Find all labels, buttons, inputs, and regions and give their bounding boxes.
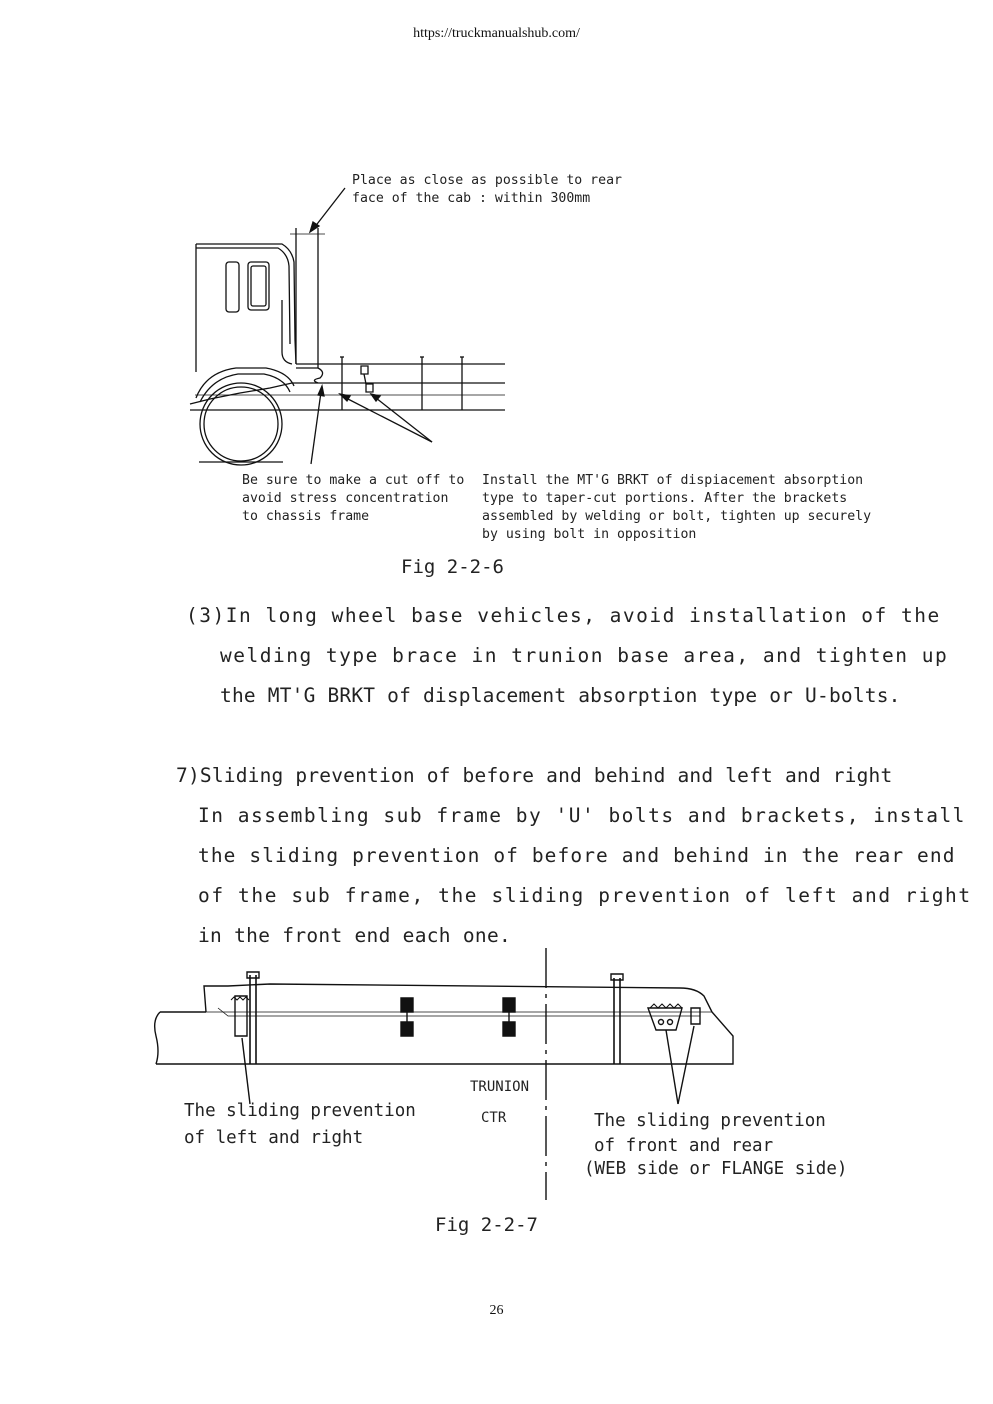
label-left-right-prevention bbox=[184, 1098, 416, 1152]
fig-2-2-6-caption: Fig 2-2-6 bbox=[401, 556, 504, 578]
section7-line: the sliding prevention of before and behind in the rear end bbox=[198, 844, 956, 867]
note-cab-distance-line: Place as close as possible to rear bbox=[352, 173, 622, 188]
main-frame bbox=[155, 1012, 733, 1064]
page-number: 26 bbox=[489, 1303, 504, 1318]
label-front-rear-line: of front and rear bbox=[594, 1136, 774, 1156]
note-cut-off-line: to chassis frame bbox=[242, 509, 370, 524]
note-cut-off-line: Be sure to make a cut off to bbox=[242, 473, 465, 488]
note-install-bracket-line: assembled by welding or bolt, tighten up securely bbox=[482, 509, 872, 524]
label-ctr: CTR bbox=[481, 1110, 507, 1126]
section7-heading: 7)Sliding prevention of before and behind and left and right bbox=[176, 764, 893, 787]
label-left-right-line: The sliding prevention bbox=[184, 1101, 416, 1121]
label-front-rear-line: The sliding prevention bbox=[594, 1111, 826, 1131]
label-front-rear-prevention bbox=[584, 1108, 848, 1181]
label-front-rear-line: (WEB side or FLANGE side) bbox=[584, 1159, 848, 1179]
label-left-right-line: of left and right bbox=[184, 1128, 364, 1148]
para3-line: (3)In long wheel base vehicles, avoid installation of the bbox=[186, 604, 941, 627]
note-install-bracket-line: by using bolt in opposition bbox=[482, 527, 697, 542]
label-trunion: TRUNION bbox=[470, 1079, 530, 1095]
rear-sliding-prevention bbox=[648, 1004, 700, 1030]
section7-line: in the front end each one. bbox=[198, 924, 512, 947]
note-install-bracket-line: type to taper-cut portions. After the brackets bbox=[482, 491, 848, 506]
note-cut-off-line: avoid stress concentration bbox=[242, 491, 449, 506]
para3-line: welding type brace in trunion base area, and tighten up bbox=[220, 644, 949, 667]
para3-line: the MT'G BRKT of displacement absorption type or U-bolts. bbox=[220, 684, 901, 707]
leader-lines-fig2 bbox=[242, 1026, 694, 1104]
fig-2-2-7-caption: Fig 2-2-7 bbox=[435, 1214, 538, 1236]
note-install-bracket-line: Install the MT'G BRKT of dispiacement absorption bbox=[482, 473, 864, 488]
mounting-brackets bbox=[401, 998, 515, 1036]
sub-frame bbox=[204, 984, 712, 1016]
section7-line: In assembling sub frame by 'U' bolts and brackets, install bbox=[198, 804, 966, 827]
header-url: https://truckmanualshub.com/ bbox=[413, 26, 580, 41]
section7-line: of the sub frame, the sliding prevention of left and right bbox=[198, 884, 972, 907]
note-cab-distance-line: face of the cab : within 300mm bbox=[352, 191, 591, 206]
